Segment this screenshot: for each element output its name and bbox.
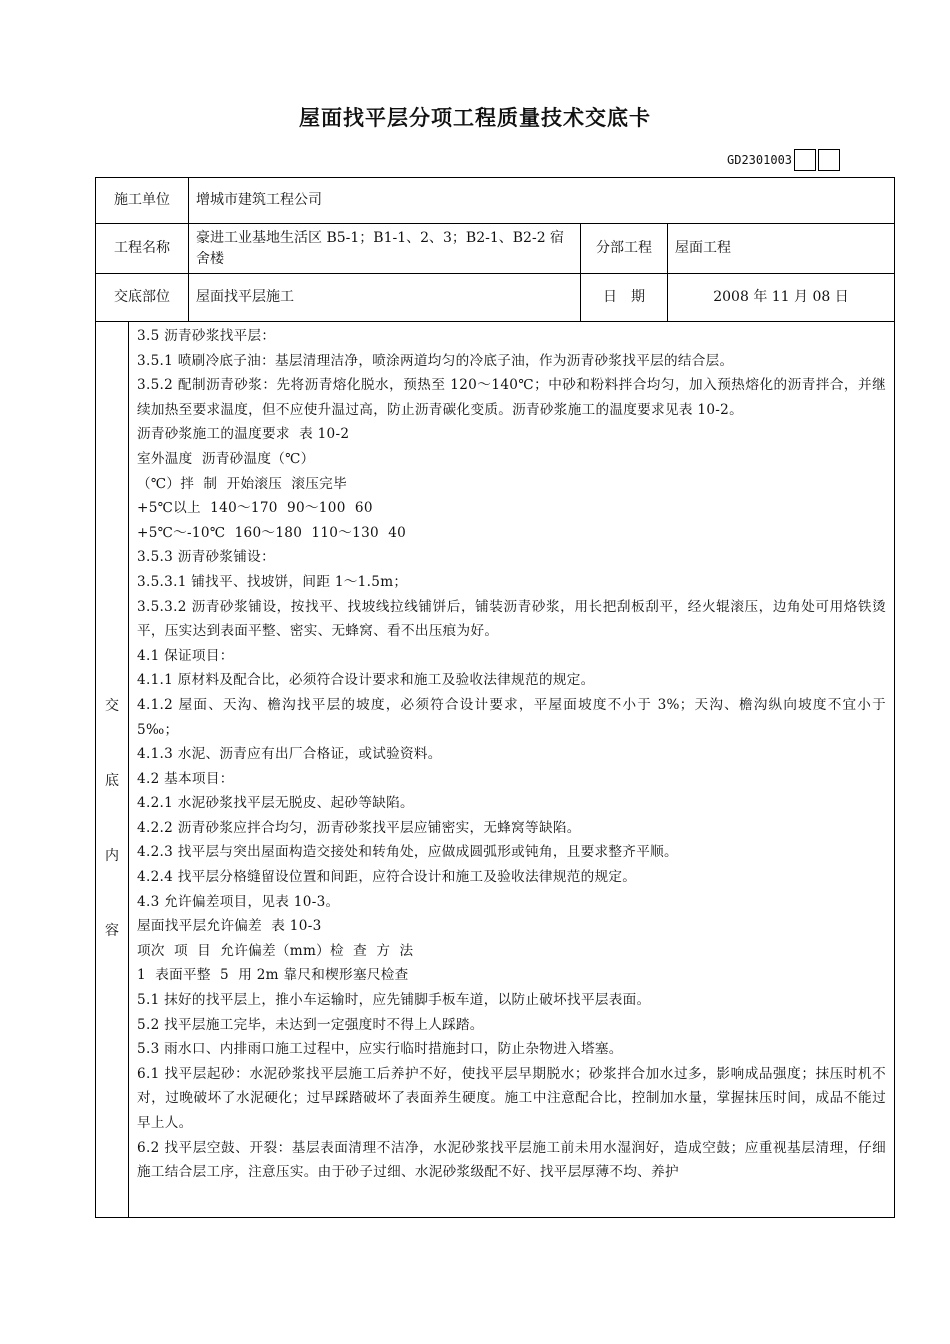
content-line: 4.1 保证项目：: [137, 647, 234, 664]
row-unit: [96, 178, 895, 224]
content-line: （℃）拌 制 开始滚压 滚压完毕: [137, 475, 347, 492]
content-line: 3.5.3 沥青砂浆铺设：: [137, 549, 275, 566]
project-value: 豪进工业基地生活区 B5-1；B1-1、2、3；B2-1、B2-2 宿舍楼: [189, 224, 581, 274]
content-line: 3.5.3.2 沥青砂浆铺设，按找平、找坡线拉线铺饼后，铺装沥青砂浆，用长把刮板刮平，经火辊滚压，边角处可用烙铁烫平，压实达到表面平整、密实、无蜂窝、看不出压痕为好。: [137, 598, 886, 640]
content-line: 4.2 基本项目：: [137, 770, 234, 787]
content-line: 4.2.3 找平层与突出屋面构造交接处和转角处，应做成圆弧形或钝角，且要求整齐平顺。: [137, 844, 678, 861]
content-line: 4.1.3 水泥、沥青应有出厂合格证，或试验资料。: [137, 746, 442, 763]
content-line: 4.2.4 找平层分格缝留设位置和间距，应符合设计和施工及验收法律规范的规定。: [137, 869, 637, 886]
content-body: [137, 324, 891, 1215]
content-label-char-1: 交: [105, 698, 119, 714]
content-line: 4.1.2 屋面、天沟、檐沟找平层的坡度，必须符合设计要求，平屋面坡度不小于 3%；天沟、檐沟纵向坡度不宜小于 5‰；: [137, 696, 891, 738]
disclosure-card-table: [95, 177, 895, 1218]
row-part: [96, 274, 895, 322]
content-label-char-3: 内: [105, 848, 119, 864]
unit-value: 增城市建筑工程公司: [189, 178, 895, 224]
content-line: +5℃～-10℃ 160～180 110～130 40: [137, 524, 407, 541]
content-line: 3.5.2 配制沥青砂浆：先将沥青熔化脱水，预热至 120～140℃；中砂和粉料拌合均匀，加入预热熔化的沥青拌合，并继续加热至要求温度，但不应使升温过高，防止沥青碳化变质。沥青砂浆施工的温度要求见表 10-2。: [137, 377, 886, 418]
content-line: 4.1.1 原材料及配合比，必须符合设计要求和施工及验收法律规范的规定。: [137, 672, 595, 689]
subproject-label: 分部工程: [581, 224, 668, 274]
content-line: +5℃以上 140～170 90～100 60: [137, 500, 373, 517]
row-project: [96, 224, 895, 274]
doc-code-row: [727, 148, 840, 172]
content-line: 4.2.2 沥青砂浆应拌合均匀，沥青砂浆找平层应铺密实，无蜂窝等缺陷。: [137, 819, 581, 836]
content-line: 5.1 抹好的找平层上，推小车运输时，应先铺脚手板车道，以防止破坏找平层表面。: [137, 992, 651, 1009]
project-label: 工程名称: [96, 224, 189, 274]
row-content: [96, 322, 895, 1218]
subproject-value: 屋面工程: [668, 224, 895, 274]
part-value: 屋面找平层施工: [189, 274, 581, 322]
date-label: 日 期: [581, 274, 668, 322]
content-line: 沥青砂浆施工的温度要求 表 10-2: [137, 426, 350, 443]
content-line: 5.3 雨水口、内排雨口施工过程中，应实行临时措施封口，防止杂物进入塔塞。: [137, 1041, 623, 1058]
content-cell: [129, 322, 895, 1218]
content-line: 3.5.3.1 铺找平、找坡饼，间距 1～1.5m；: [137, 573, 408, 590]
content-label-char-2: 底: [105, 773, 119, 789]
content-line: 4.2.1 水泥砂浆找平层无脱皮、起砂等缺陷。: [137, 795, 414, 812]
content-line: 5.2 找平层施工完毕，未达到一定强度时不得上人踩踏。: [137, 1016, 484, 1033]
unit-label: 施工单位: [96, 178, 189, 224]
content-line: 4.3 允许偏差项目，见表 10-3。: [137, 893, 340, 910]
content-line: 项次 项 目 允许偏差（mm）检 查 方 法: [137, 942, 414, 959]
content-line: 1 表面平整 5 用 2m 靠尺和楔形塞尺检查: [137, 967, 409, 984]
content-label-char-4: 容: [105, 923, 119, 939]
content-line: 3.5.1 喷刷冷底子油：基层清理洁净，喷涂两道均匀的冷底子油，作为沥青砂浆找平层的结合层。: [137, 352, 734, 369]
code-box-2[interactable]: [818, 149, 840, 171]
page-title: 屋面找平层分项工程质量技术交底卡: [299, 105, 651, 130]
content-label-cell: [96, 322, 129, 1218]
date-value: 2008 年 11 月 08 日: [668, 274, 895, 322]
content-line: 6.2 找平层空鼓、开裂：基层表面清理不洁净，水泥砂浆找平层施工前未用水湿润好，造成空鼓；应重视基层清理，仔细施工结合层工序，注意压实。由于砂子过细、水泥砂浆级配不好、找平层厚薄不均、养护: [137, 1139, 886, 1181]
content-line: 6.1 找平层起砂：水泥砂浆找平层施工后养护不好，使找平层早期脱水；砂浆拌合加水过多，影响成品强度；抹压时机不对，过晚破坏了水泥硬化；过早踩踏破坏了表面养生硬度。施工中注意配合比，控制加水量，掌握抹压时间，成品不能过早上人。: [137, 1065, 886, 1131]
content-line: 室外温度 沥青砂温度（℃）: [137, 450, 315, 467]
doc-code: GD2301003: [727, 153, 793, 167]
content-line: 屋面找平层允许偏差 表 10-3: [137, 918, 322, 935]
part-label: 交底部位: [96, 274, 189, 322]
code-box-1[interactable]: [794, 149, 816, 171]
content-line: 3.5 沥青砂浆找平层：: [137, 328, 276, 344]
